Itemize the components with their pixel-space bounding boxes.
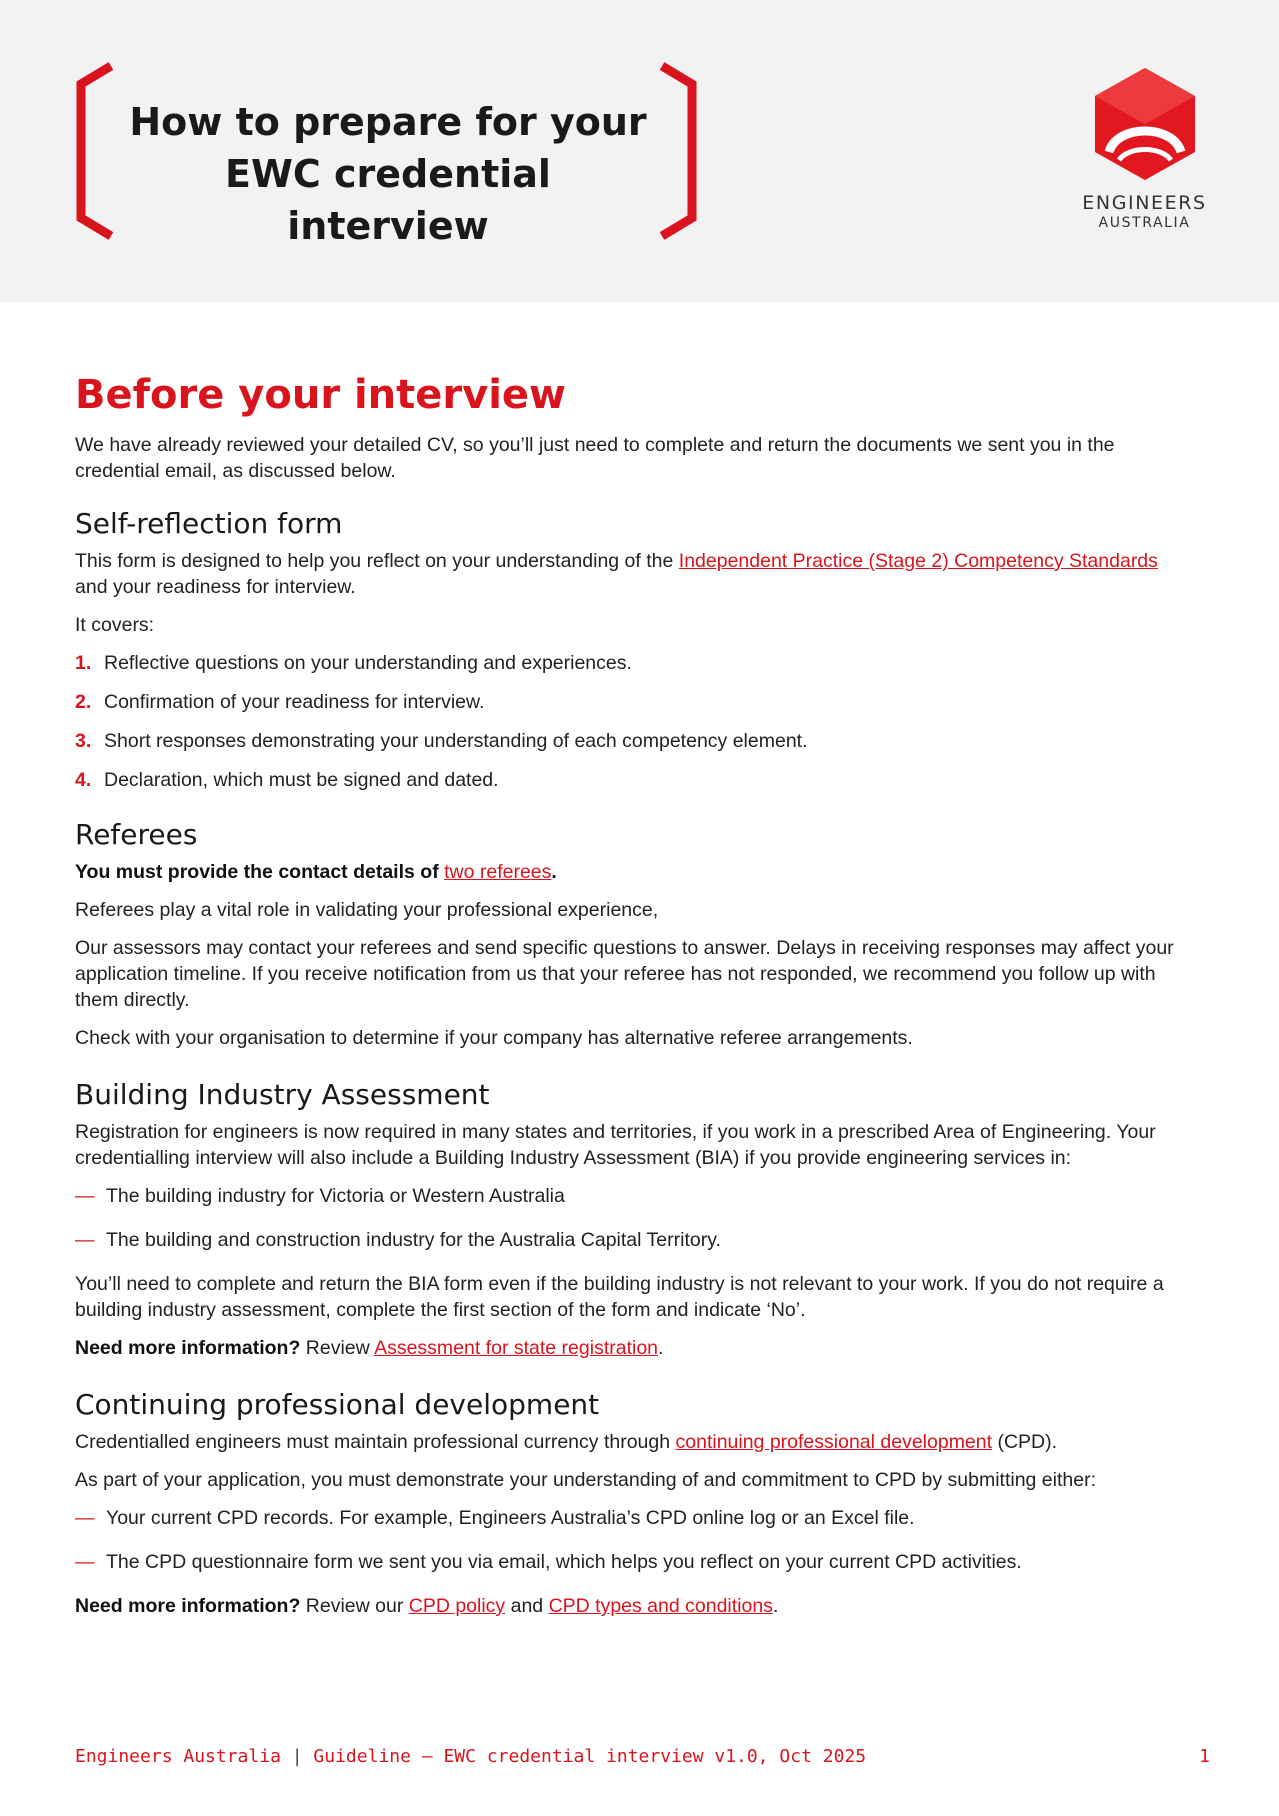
text-segment: Credentialled engineers must maintain professional currency through <box>75 1431 676 1453</box>
list-item-text: Short responses demonstrating your understanding of each competency element. <box>104 730 808 752</box>
list-item <box>75 767 1185 793</box>
self-reflection-list <box>75 650 1185 793</box>
list-item <box>75 1227 1185 1253</box>
page-footer <box>75 1746 1210 1767</box>
bia-paragraph-1: Registration for engineers is now required in many states and territories, if you work in a prescribed Area of Engineering. Your credentialling interview will also include a Building Industry Assessment (BIA) if you provide engineering services in: <box>75 1121 1156 1169</box>
text-segment: . <box>658 1337 664 1359</box>
cpd-list <box>75 1505 1185 1575</box>
bia-section <box>75 1077 1185 1361</box>
list-number: 2. <box>75 691 92 713</box>
dash-bullet: — <box>75 1507 95 1529</box>
cpd-policy-link[interactable]: CPD policy <box>408 1595 506 1617</box>
list-item-text: The CPD questionnaire form we sent you via email, which helps you reflect on your current CPD activities. <box>106 1551 1022 1573</box>
list-item-text: The building and construction industry for the Australia Capital Territory. <box>106 1229 721 1251</box>
referees-paragraph-4: Check with your organisation to determine if your company has alternative referee arrangements. <box>75 1027 913 1049</box>
list-item-text: The building industry for Victoria or Western Australia <box>106 1185 565 1207</box>
text-segment: and <box>505 1595 549 1617</box>
self-reflection-heading: Self-reflection form <box>75 507 343 540</box>
more-info-label: Need more information? <box>75 1595 301 1617</box>
page-header <box>0 0 1279 302</box>
bia-more-info <box>75 1335 1185 1361</box>
referees-heading: Referees <box>75 818 198 851</box>
list-item <box>75 1183 1185 1209</box>
list-number: 3. <box>75 730 92 752</box>
text-segment: . <box>772 1595 779 1617</box>
text-segment: . <box>551 861 557 883</box>
two-referees-link[interactable]: two referees <box>444 861 552 883</box>
state-registration-link[interactable]: Assessment for state registration <box>374 1337 659 1359</box>
more-info-label: Need more information? <box>75 1337 301 1359</box>
competency-standards-link[interactable]: Independent Practice (Stage 2) Competency Standards <box>678 550 1158 572</box>
page-number: 1 <box>1199 1746 1210 1767</box>
bia-heading: Building Industry Assessment <box>75 1078 490 1111</box>
list-item <box>75 1505 1185 1531</box>
list-item <box>75 728 1185 754</box>
bia-list <box>75 1183 1185 1253</box>
text-segment: Review <box>300 1337 375 1359</box>
title-line-1: How to prepare for your <box>129 100 647 144</box>
text-segment: Review our <box>300 1595 409 1617</box>
bia-paragraph-2: You’ll need to complete and return the BIA form even if the building industry is not relevant to your work. If you do not require a building industry assessment, complete the first section of the form and indicate ‘No’. <box>75 1273 1164 1321</box>
cpd-section <box>75 1387 1185 1619</box>
intro-paragraph: We have already reviewed your detailed CV, so you’ll just need to complete and return the documents we sent you in the credential email, as discussed below. <box>75 434 1115 482</box>
footer-org: Engineers Australia <box>75 1746 281 1767</box>
dash-bullet: — <box>75 1229 95 1251</box>
list-item <box>75 1549 1185 1575</box>
list-item <box>75 689 1185 715</box>
text-segment: and your readiness for interview. <box>75 576 356 598</box>
covers-label: It covers: <box>75 614 155 636</box>
cpd-paragraph-2: As part of your application, you must demonstrate your understanding of and commitment to CPD by submitting either: <box>75 1469 1097 1491</box>
logo-text-australia: AUSTRALIA <box>1098 215 1191 231</box>
self-reflection-section <box>75 506 1185 793</box>
left-bracket-icon <box>73 62 113 240</box>
cpd-heading: Continuing professional development <box>75 1388 600 1421</box>
list-item-text: Declaration, which must be signed and dated. <box>104 769 499 791</box>
list-item-text: Your current CPD records. For example, Engineers Australia’s CPD online log or an Excel file. <box>106 1507 915 1529</box>
cpd-types-link[interactable]: CPD types and conditions <box>548 1595 773 1617</box>
text-segment: You must provide the contact details of <box>75 861 445 883</box>
list-item-text: Confirmation of your readiness for interview. <box>104 691 485 713</box>
cpd-link[interactable]: continuing professional development <box>675 1431 993 1453</box>
text-segment: This form is designed to help you reflect on your understanding of the <box>75 550 679 572</box>
right-bracket-icon <box>660 62 700 240</box>
referees-paragraph-3: Our assessors may contact your referees and send specific questions to answer. Delays in receiving responses may affect your application timeline. If you receive notification from us that your referee has not responded, we recommend you follow up with them directly. <box>75 937 1174 1011</box>
list-item <box>75 650 1185 676</box>
section-heading: Before your interview <box>75 372 566 418</box>
engineers-australia-logo <box>1077 66 1212 232</box>
title-line-2: EWC credential interview <box>225 152 551 248</box>
dash-bullet: — <box>75 1551 95 1573</box>
text-segment: (CPD). <box>992 1431 1058 1453</box>
main-content <box>75 370 1185 1631</box>
referees-requirement <box>75 859 1185 885</box>
cpd-paragraph-1 <box>75 1429 1185 1455</box>
referees-section <box>75 817 1185 1051</box>
hexagon-logo-icon <box>1093 66 1197 182</box>
document-title <box>118 96 658 252</box>
cpd-more-info <box>75 1593 1185 1619</box>
list-number: 1. <box>75 652 92 674</box>
list-number: 4. <box>75 769 92 791</box>
list-item-text: Reflective questions on your understanding and experiences. <box>104 652 632 674</box>
footer-separator: | <box>280 1746 314 1767</box>
referees-paragraph-2: Referees play a vital role in validating your professional experience, <box>75 899 659 921</box>
dash-bullet: — <box>75 1185 95 1207</box>
footer-document: Guideline – EWC credential interview v1.0, Oct 2025 <box>313 1746 867 1767</box>
logo-text-engineers: ENGINEERS <box>1082 192 1207 214</box>
self-reflection-paragraph <box>75 548 1185 600</box>
